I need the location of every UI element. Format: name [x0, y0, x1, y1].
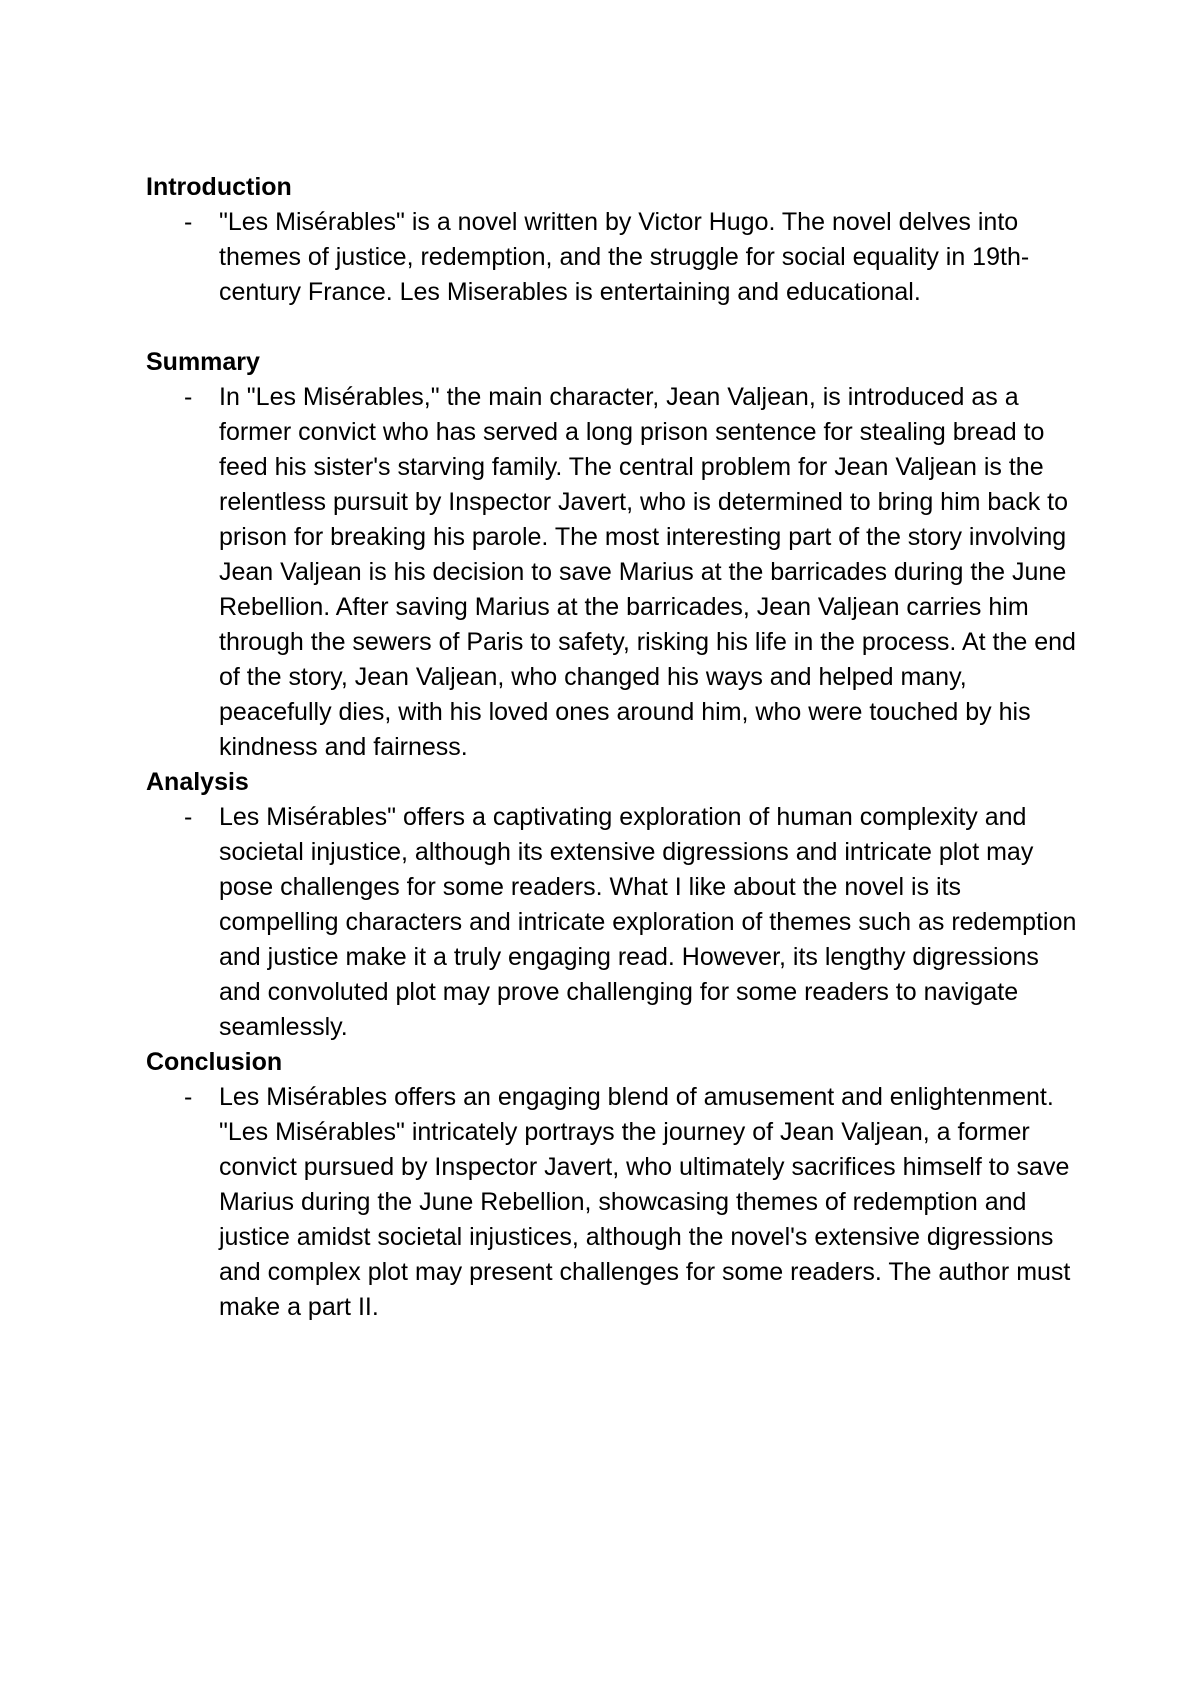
bullet-text: In "Les Misérables," the main character, Jean Valjean, is introduced as a former convict who has served a long prison sentence for stealing bread to feed his sister's starving family. The central problem for Jean Valjean is the relentless pursuit by Inspector Javert, who is determined to bring him back to prison for breaking his parole. The most interesting part of the story involving Jean Valjean is his decision to save Marius at the barricades during the June Rebellion. After saving Marius at the barricades, Jean Valjean carries him through the sewers of Paris to safety, risking his life in the process. At the end of the story, Jean Valjean, who changed his ways and helped many, peacefully dies, with his loved ones around him, who were touched by his kindness and fairness. [219, 383, 1076, 761]
section-heading: Conclusion [146, 1048, 283, 1076]
section-introduction [146, 170, 1086, 310]
bullet-item [146, 205, 1086, 310]
section-analysis [146, 765, 1086, 1045]
section-heading: Analysis [146, 768, 249, 796]
bullet-dash: - [184, 803, 193, 831]
section-summary [146, 345, 1086, 765]
bullet-dash: - [184, 1083, 193, 1111]
bullet-text: "Les Misérables" is a novel written by Victor Hugo. The novel delves into themes of justice, redemption, and the struggle for social equality in 19th-century France. Les Miserables is entertaining and educational. [219, 208, 1030, 306]
bullet-item [146, 1080, 1086, 1325]
bullet-dash: - [184, 383, 193, 411]
paragraph-spacer [146, 310, 1086, 345]
document-body [146, 170, 1086, 1325]
section-heading: Introduction [146, 173, 292, 201]
section-conclusion [146, 1045, 1086, 1325]
bullet-text: Les Misérables offers an engaging blend of amusement and enlightenment. "Les Misérables" intricately portrays the journey of Jean Valjean, a former convict pursued by Inspector Javert, who ultimately sacrifices himself to save Marius during the June Rebellion, showcasing themes of redemption and justice amidst societal injustices, although the novel's extensive digressions and complex plot may present challenges for some readers. The author must make a part II. [219, 1083, 1071, 1321]
bullet-item [146, 800, 1086, 1045]
section-heading: Summary [146, 348, 260, 376]
bullet-dash: - [184, 208, 193, 236]
bullet-text: Les Misérables" offers a captivating exploration of human complexity and societal injustice, although its extensive digressions and intricate plot may pose challenges for some readers. What I like about the novel is its compelling characters and intricate exploration of themes such as redemption and justice make it a truly engaging read. However, its lengthy digressions and convoluted plot may prove challenging for some readers to navigate seamlessly. [219, 803, 1077, 1041]
bullet-item [146, 380, 1086, 765]
